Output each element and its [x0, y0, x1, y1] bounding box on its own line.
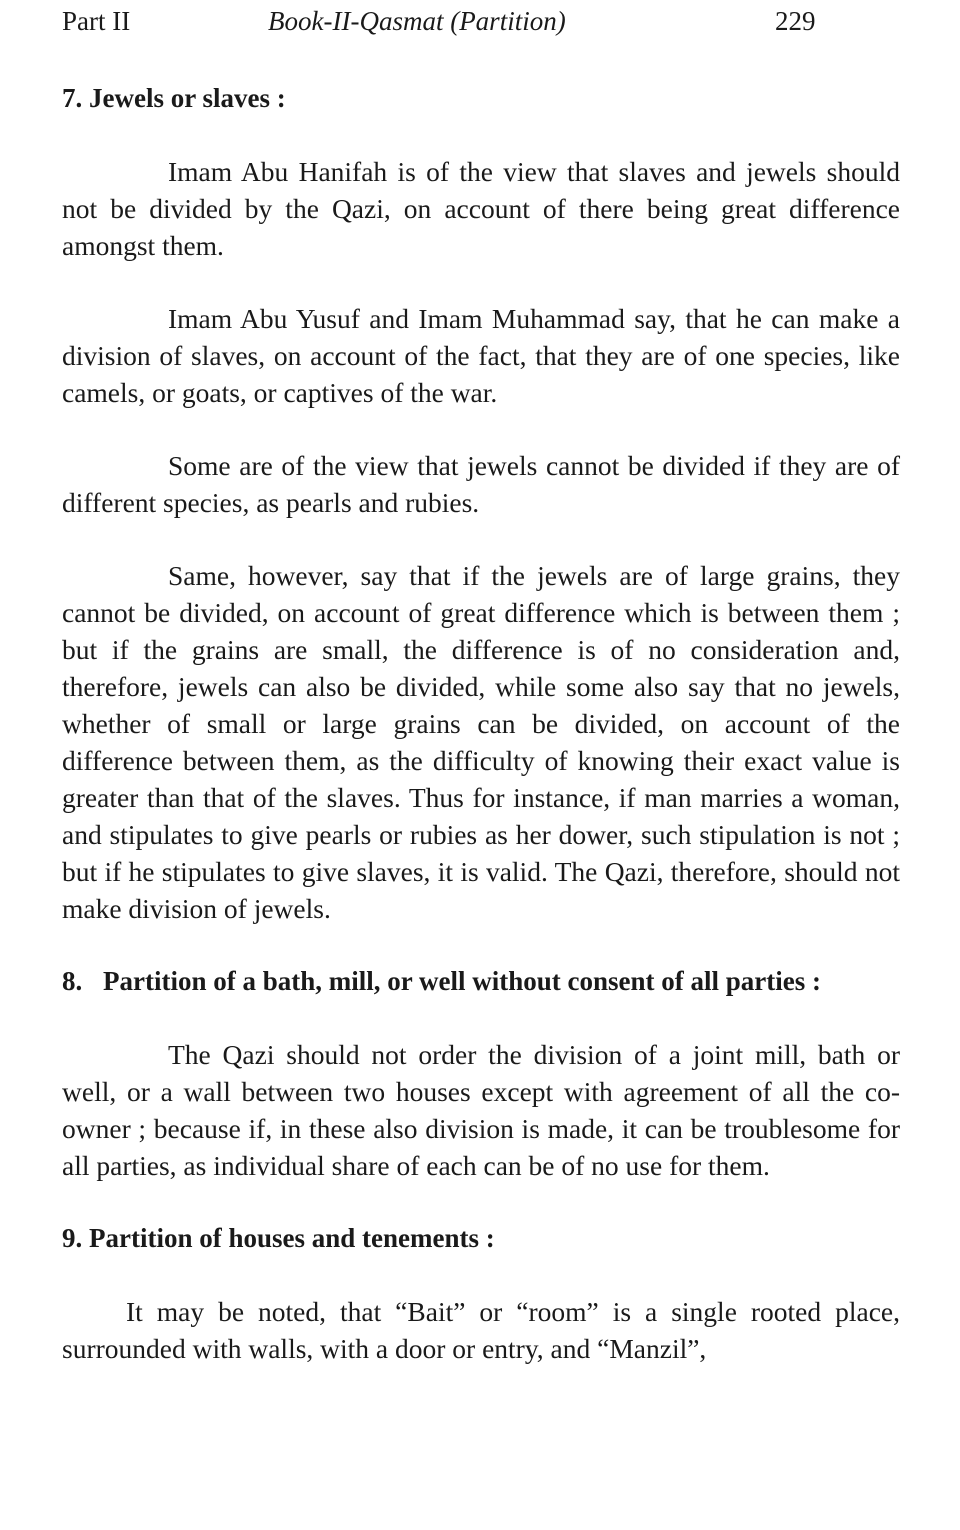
running-header — [62, 0, 900, 44]
paragraph: Imam Abu Yusuf and Imam Muhammad say, that he can make a division of slaves, on account of the fact, that they are of one species, like camels, or goats, or captives of the war. — [62, 303, 900, 408]
paragraph: Same, however, say that if the jewels are of large grains, they cannot be divided, on account of great difference which is between them ; but if the grains are small, the difference is of no consideration and, therefore, jewels can also be divided, while some also say that no jewels, whether of small or large grains can be divided, on account of the difference between them, as the difficulty of knowing their exact value is greater than that of the slaves. Thus for instance, if man marries a woman, and stipulates to give pearls or rubies as her dower, such stipulation is not ; but if he stipulates to give slaves, it is valid. The Qazi, therefore, should not make division of jewels. — [62, 560, 900, 924]
section-number: 7. — [62, 83, 83, 113]
header-part: Part II — [62, 6, 131, 36]
section-heading — [62, 963, 900, 1000]
section-title: Jewels or slaves : — [89, 83, 286, 113]
section-9 — [62, 1220, 900, 1367]
paragraph: The Qazi should not order the division of a joint mill, bath or well, or a wall between two houses except with agreement of all the co-owner ; because if, in these also division is made, it can be troublesome for all parties, as individual share of each can be of no use for them. — [62, 1039, 900, 1181]
paragraph: Some are of the view that jewels cannot be divided if they are of different species, as pearls and rubies. — [62, 450, 900, 518]
book-page — [62, 0, 900, 1367]
header-title: Book-II-Qasmat (Partition) — [268, 6, 566, 36]
section-number: 9. — [62, 1223, 83, 1253]
section-title: Partition of houses and tenements : — [89, 1223, 495, 1253]
page-number: 229 — [775, 6, 816, 36]
section-heading — [62, 80, 900, 117]
section-7 — [62, 80, 900, 927]
section-heading — [62, 1220, 900, 1257]
section-8 — [62, 963, 900, 1184]
paragraph: Imam Abu Hanifah is of the view that slaves and jewels should not be divided by the Qazi, on account of there being great difference amongst them. — [62, 156, 900, 261]
section-title: Partition of a bath, mill, or well without consent of all parties : — [103, 966, 821, 996]
paragraph: It may be noted, that “Bait” or “room” is a single rooted place, surrounded with walls, with a door or entry, and “Manzil”, — [62, 1296, 900, 1364]
section-number: 8. — [62, 966, 83, 996]
